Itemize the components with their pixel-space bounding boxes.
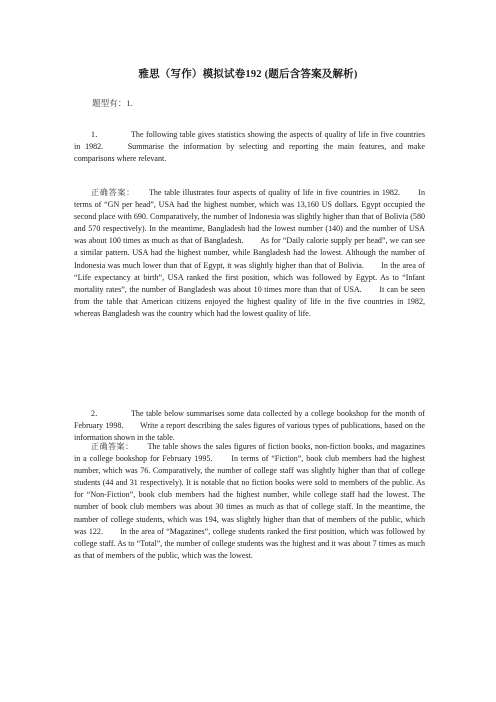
answer-2 bbox=[74, 441, 425, 562]
question-text: The table below summarises some data collected by a college bookshop for the month of February 1998. Write a report describing the sales figures of various types of publications, based on the information shown in the table. bbox=[74, 409, 425, 443]
answer-1 bbox=[74, 187, 425, 320]
answer-label: 正确答案： bbox=[91, 188, 135, 197]
document-title: 雅思（写作）模拟试卷192 (题后含答案及解析) bbox=[138, 69, 358, 80]
answer-label: 正确答案： bbox=[91, 442, 134, 451]
answer-text: The table shows the sales figures of fiction books, non-fiction books, and magazines in a college bookshop for February 1995. In terms of “Fiction”, book club members had the highest number, which was 76. Comparatively, the number of college staff was slightly higher than that of college students (44 and 31 respectively). It is notable that no fiction books were sold to members of the public. As for “Non-Fiction”, book club members had the highest number, while college staff had the lowest. The number of book club members was about 30 times as much as that of college staff. In the meantime, the number of college students, which was 194, was slightly higher than that of members of the public, which was 122. In the area of “Magazines”, college students ranked the first position, which was followed by college staff. As to “Total”, the number of college students was the highest and it was about 7 times as much as that of members of the public, which was the lowest. bbox=[74, 442, 425, 560]
question-number: 1． bbox=[91, 130, 104, 139]
question-2 bbox=[74, 408, 425, 444]
answer-text: The table illustrates four aspects of quality of life in five countries in 1982. In terms of “GN per head”, USA had the highest number, which was 13,160 US dollars. Egypt occupied the second place with 690. Comparatively, the number of Indonesia was slightly higher than that of Bolivia (580 and 570 respectively). In the meantime, Bangladesh had the lowest number (140) and the number of USA was about 100 times as much as that of Bangladesh. As for “Daily calorie supply per head”, we can see a similar pattern. USA had the highest number, while Bangladesh had the lowest. Although the number of Indonesia was much lower than that of Egypt, it was slightly higher than that of Bolivia. In the area of “Life expectancy at birth”, USA ranked the first position, which was followed by Egypt. As to “Infant mortality rates”, the number of Bangladesh was about 10 times more than that of USA. It can be seen from the table that American citizens enjoyed the highest quality of life in the five countries in 1982, whereas Bangladesh was the country which had the lowest quality of life. bbox=[74, 188, 426, 318]
question-text: The following table gives statistics showing the aspects of quality of life in five countries in 1982. Summarise the information by selecting and reporting the main features, and make comparisons where relevant. bbox=[74, 130, 425, 164]
question-number: 2． bbox=[91, 409, 104, 418]
question-1 bbox=[74, 129, 425, 165]
question-types: 题型有：1. bbox=[92, 98, 133, 108]
